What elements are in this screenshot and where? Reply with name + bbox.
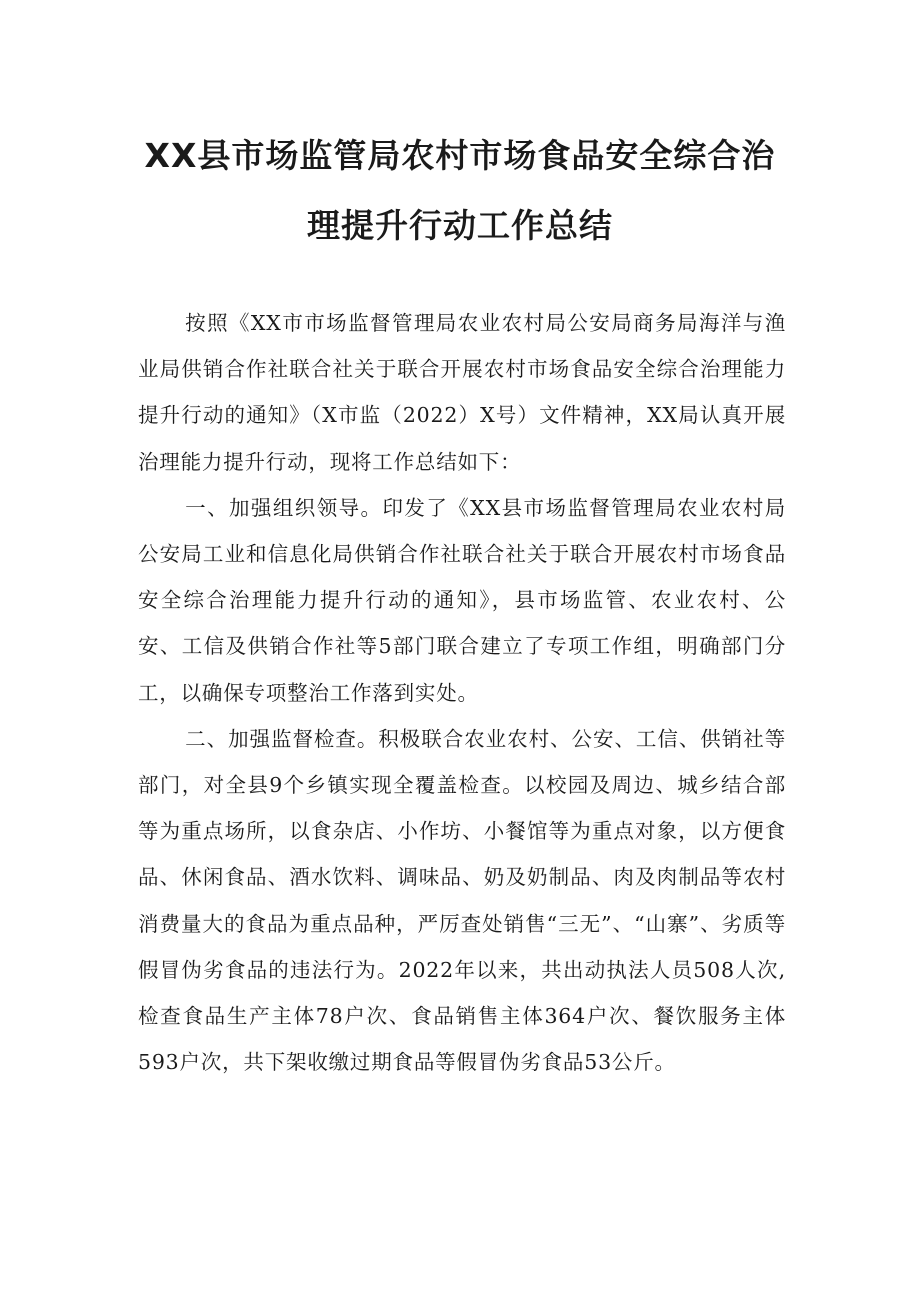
section-2-paragraph: 二、加强监督检查。积极联合农业农村、公安、工信、供销社等部门，对全县9个乡镇实现全覆盖检查。以校园及周边、城乡结合部等为重点场所，以食杂店、小作坊、小餐馆等为重点对象，以方便食品、休闲食品、酒水饮料、调味品、奶及奶制品、肉及肉制品等农村消费量大的食品为重点品种，严厉查处销售“三无”、“山寨”、劣质等假冒伪劣食品的违法行为。2022年以来，共出动执法人员508人次,检查食品生产主体78户次、食品销售主体364户次、餐饮服务主体593户次，共下架收缴过期食品等假冒伪劣食品53公斤。 [138,726,786,1075]
document-title-line-2: 理提升行动工作总结 [307,206,613,245]
section-1-paragraph: 一、加强组织领导。印发了《XX县市场监督管理局农业农村局公安局工业和信息化局供销合作社联合社关于联合开展农村市场食品安全综合治理能力提升行动的通知》，县市场监管、农业农村、公安、工信及供销合作社等5部门联合建立了专项工作组，明确部门分工，以确保专项整治工作落到实处。 [138,495,786,705]
document-body [138,300,786,1085]
intro-paragraph: 按照《XX市市场监督管理局农业农村局公安局商务局海洋与渔业局供销合作社联合社关于联合开展农村市场食品安全综合治理能力提升行动的通知》（X市监（2022）X号）文件精神，XX局认真开展治理能力提升行动，现将工作总结如下： [138,311,786,474]
document-title-line-1: XX县市场监管局农村市场食品安全综合治 [144,136,776,175]
